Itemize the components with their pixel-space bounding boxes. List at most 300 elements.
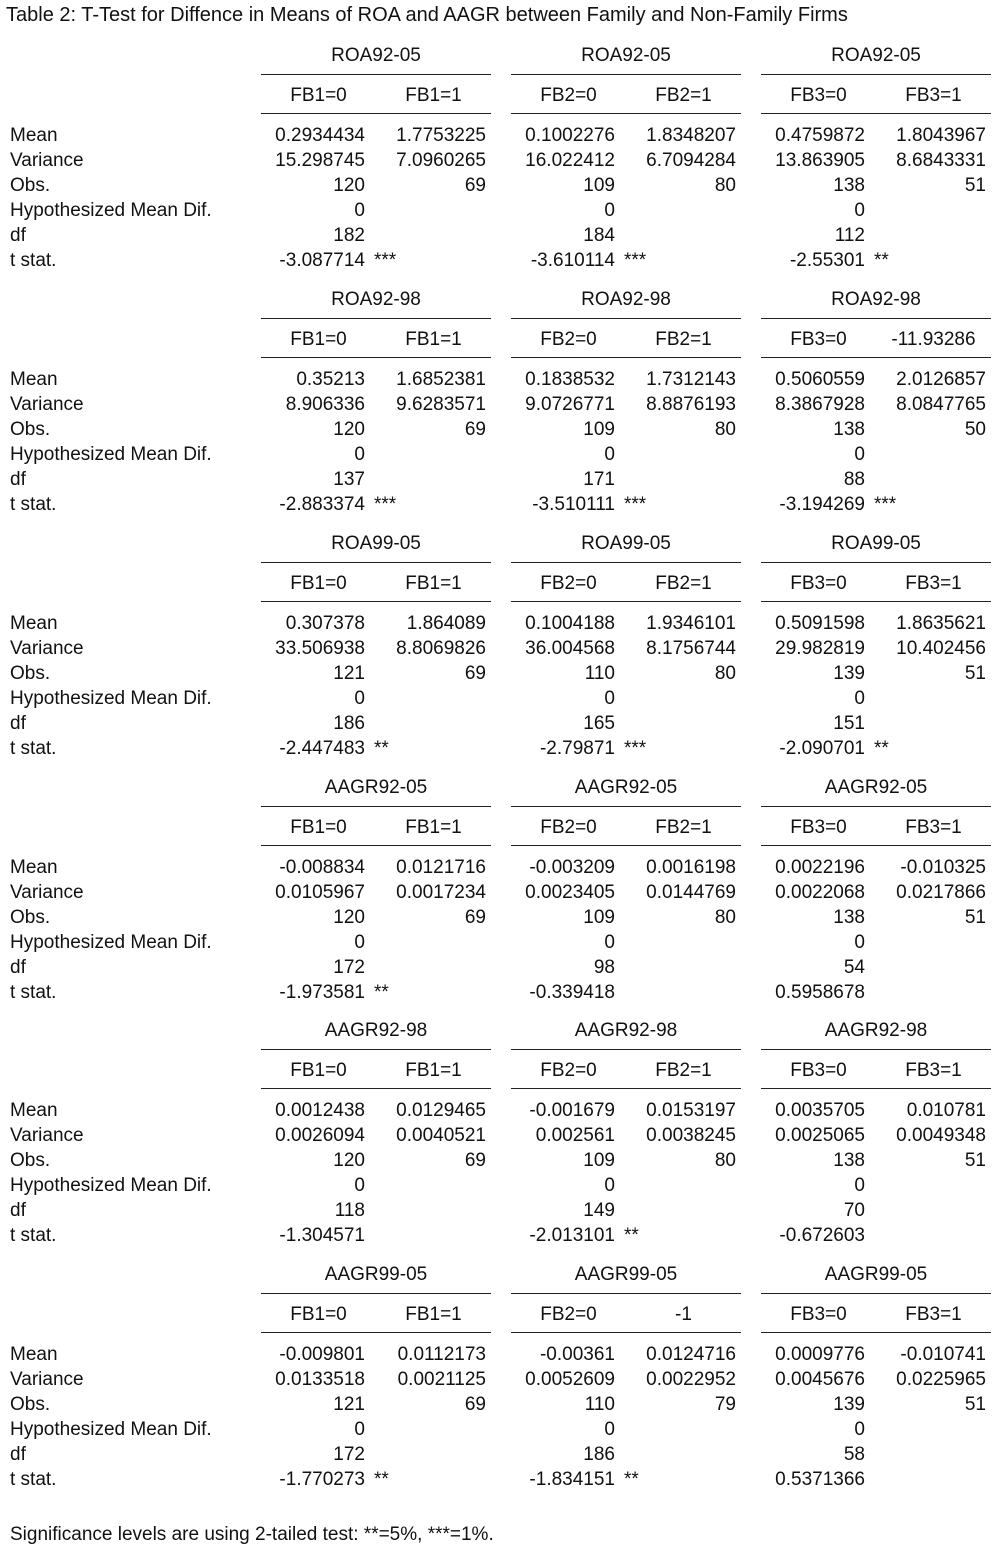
subheader-rule xyxy=(261,113,491,114)
group-header: AAGR99-05 xyxy=(574,1264,678,1285)
subheader-rule xyxy=(761,845,991,846)
subheader-rule xyxy=(511,1332,741,1333)
significance-stars: ** xyxy=(624,1225,639,1246)
cell-col1: 51 xyxy=(964,907,986,928)
cell-col1: 1.8043967 xyxy=(896,125,986,146)
subheader-rule xyxy=(261,601,491,602)
cell-col0: 151 xyxy=(833,713,865,734)
header-rule xyxy=(261,562,491,563)
cell-col0: 33.506938 xyxy=(275,638,365,659)
cell-col1: 1.864089 xyxy=(406,613,486,634)
subheader-col1: FB3=1 xyxy=(905,1304,962,1325)
subheader-col1: FB3=1 xyxy=(905,1060,962,1081)
subheader-col1: FB1=1 xyxy=(405,573,462,594)
cell-col1: 0.0049348 xyxy=(896,1125,986,1146)
cell-col0: 0 xyxy=(354,1175,365,1196)
row-label: Mean xyxy=(10,369,58,390)
header-rule xyxy=(261,1049,491,1050)
cell-col0: 137 xyxy=(333,469,365,490)
cell-col1: 0.0021125 xyxy=(397,1369,486,1390)
cell-col0: 0.5060559 xyxy=(775,369,865,390)
cell-col0: -0.008834 xyxy=(279,857,365,878)
cell-col0: 0.0009776 xyxy=(775,1344,865,1365)
cell-col0: 0 xyxy=(854,688,865,709)
row-label: df xyxy=(10,225,26,246)
group-header: ROA92-05 xyxy=(331,45,421,66)
cell-col0: 171 xyxy=(583,469,615,490)
cell-col0: 8.3867928 xyxy=(775,394,865,415)
cell-col0: 149 xyxy=(583,1200,615,1221)
cell-col0: -2.79871 xyxy=(539,738,615,759)
cell-col0: 0 xyxy=(354,932,365,953)
cell-col1: 1.6852381 xyxy=(396,369,486,390)
header-rule xyxy=(761,318,991,319)
row-label: Mean xyxy=(10,857,58,878)
subheader-rule xyxy=(261,1332,491,1333)
cell-col1: 0.0112173 xyxy=(397,1344,486,1365)
subheader-col1: FB1=1 xyxy=(405,85,462,106)
cell-col0: 138 xyxy=(833,419,865,440)
subheader-col0: FB2=0 xyxy=(540,817,597,838)
group-header: ROA92-05 xyxy=(831,45,921,66)
subheader-col1: FB2=1 xyxy=(655,817,712,838)
significance-stars: ** xyxy=(874,250,889,271)
subheader-col0: FB3=0 xyxy=(790,1304,847,1325)
significance-stars: ** xyxy=(374,982,389,1003)
header-rule xyxy=(511,74,741,75)
row-label: Obs. xyxy=(10,907,51,928)
cell-col0: 0 xyxy=(354,1419,365,1440)
cell-col0: 29.982819 xyxy=(775,638,865,659)
cell-col0: 112 xyxy=(834,225,865,246)
cell-col0: 0.5091598 xyxy=(775,613,865,634)
cell-col0: 0.5958678 xyxy=(775,982,865,1003)
subheader-col0: FB3=0 xyxy=(790,329,847,350)
subheader-col1: FB2=1 xyxy=(655,1060,712,1081)
cell-col0: 110 xyxy=(584,1394,615,1415)
cell-col0: 58 xyxy=(843,1444,865,1465)
subheader-col0: FB2=0 xyxy=(540,329,597,350)
cell-col0: 0 xyxy=(604,444,615,465)
cell-col1: 80 xyxy=(714,419,736,440)
cell-col0: -1.973581 xyxy=(279,982,365,1003)
subheader-col0: FB2=0 xyxy=(540,573,597,594)
cell-col0: 0 xyxy=(854,444,865,465)
cell-col1: 69 xyxy=(464,1394,486,1415)
cell-col1: 1.8348207 xyxy=(646,125,736,146)
row-label: df xyxy=(10,469,26,490)
cell-col1: 1.7753225 xyxy=(396,125,486,146)
cell-col0: 138 xyxy=(833,175,865,196)
cell-col0: 88 xyxy=(843,469,865,490)
cell-col1: 80 xyxy=(714,907,736,928)
cell-col0: -2.013101 xyxy=(529,1225,615,1246)
cell-col0: -0.003209 xyxy=(529,857,615,878)
group-header: AAGR92-05 xyxy=(574,777,678,798)
subheader-col1: FB2=1 xyxy=(655,85,712,106)
subheader-col1: FB3=1 xyxy=(905,85,962,106)
cell-col1: 51 xyxy=(964,1394,986,1415)
subheader-rule xyxy=(261,845,491,846)
cell-col0: -1.770273 xyxy=(279,1469,365,1490)
cell-col0: 0 xyxy=(854,932,865,953)
cell-col1: 0.0022952 xyxy=(646,1369,736,1390)
cell-col1: 0.0129465 xyxy=(396,1100,486,1121)
group-header: AAGR92-98 xyxy=(324,1020,428,1041)
cell-col0: 120 xyxy=(333,175,365,196)
cell-col1: 69 xyxy=(464,663,486,684)
row-label: Hypothesized Mean Dif. xyxy=(10,932,212,953)
cell-col0: -3.087714 xyxy=(279,250,365,271)
row-label: df xyxy=(10,957,26,978)
cell-col1: 8.0847765 xyxy=(896,394,986,415)
table-title: Table 2: T-Test for Diffence in Means of ROA and AAGR between Family and Non-Family Firms xyxy=(6,4,848,26)
cell-col0: 109 xyxy=(583,175,615,196)
subheader-col0: FB1=0 xyxy=(290,85,347,106)
cell-col0: 0.0105967 xyxy=(275,882,365,903)
cell-col1: 50 xyxy=(964,419,986,440)
subheader-rule xyxy=(261,1088,491,1089)
row-label: Mean xyxy=(10,613,58,634)
cell-col0: 0.2934434 xyxy=(275,125,365,146)
subheader-col1: -1 xyxy=(675,1304,692,1325)
cell-col0: 139 xyxy=(833,663,865,684)
subheader-rule xyxy=(761,357,991,358)
cell-col0: 0.35213 xyxy=(296,369,365,390)
cell-col1: 8.6843331 xyxy=(896,150,986,171)
row-label: Hypothesized Mean Dif. xyxy=(10,200,212,221)
subheader-col0: FB3=0 xyxy=(790,85,847,106)
row-label: df xyxy=(10,1444,26,1465)
cell-col1: 0.0016198 xyxy=(646,857,736,878)
cell-col0: 0.0023405 xyxy=(525,882,615,903)
cell-col0: 120 xyxy=(333,419,365,440)
cell-col0: 0.1838532 xyxy=(525,369,615,390)
row-label: Mean xyxy=(10,1344,58,1365)
subheader-col0: FB1=0 xyxy=(290,329,347,350)
cell-col0: -0.339418 xyxy=(529,982,615,1003)
header-rule xyxy=(261,1293,491,1294)
group-header: ROA92-98 xyxy=(581,289,671,310)
cell-col0: 0 xyxy=(354,200,365,221)
row-label: Obs. xyxy=(10,419,51,440)
cell-col0: 0.0025065 xyxy=(775,1125,865,1146)
cell-col0: 70 xyxy=(843,1200,865,1221)
subheader-rule xyxy=(761,1332,991,1333)
subheader-rule xyxy=(511,601,741,602)
cell-col1: 69 xyxy=(464,907,486,928)
cell-col0: 0 xyxy=(604,688,615,709)
subheader-col0: FB3=0 xyxy=(790,1060,847,1081)
cell-col1: 79 xyxy=(714,1394,736,1415)
table-block xyxy=(0,1264,993,1508)
significance-stars: *** xyxy=(374,250,397,271)
subheader-rule xyxy=(511,845,741,846)
header-rule xyxy=(511,562,741,563)
group-header: ROA99-05 xyxy=(831,533,921,554)
group-header: ROA99-05 xyxy=(581,533,671,554)
cell-col0: 0.1002276 xyxy=(525,125,615,146)
row-label: Obs. xyxy=(10,1150,51,1171)
cell-col0: 0.0012438 xyxy=(275,1100,365,1121)
subheader-rule xyxy=(511,113,741,114)
cell-col0: 0.1004188 xyxy=(525,613,615,634)
cell-col1: 1.9346101 xyxy=(646,613,736,634)
subheader-col0: FB2=0 xyxy=(540,1060,597,1081)
cell-col1: 1.7312143 xyxy=(646,369,736,390)
cell-col0: 0.5371366 xyxy=(775,1469,865,1490)
row-label: Hypothesized Mean Dif. xyxy=(10,688,212,709)
cell-col0: 109 xyxy=(583,907,615,928)
cell-col0: 9.0726771 xyxy=(525,394,615,415)
cell-col1: 51 xyxy=(964,1150,986,1171)
subheader-col0: FB2=0 xyxy=(540,85,597,106)
cell-col0: 118 xyxy=(334,1200,365,1221)
cell-col0: 120 xyxy=(333,907,365,928)
subheader-col0: FB1=0 xyxy=(290,817,347,838)
row-label: t stat. xyxy=(10,982,57,1003)
cell-col0: 0 xyxy=(604,1419,615,1440)
cell-col0: 0.4759872 xyxy=(775,125,865,146)
significance-stars: *** xyxy=(624,738,647,759)
cell-col0: -2.55301 xyxy=(789,250,865,271)
row-label: Variance xyxy=(10,882,84,903)
header-rule xyxy=(511,806,741,807)
row-label: Variance xyxy=(10,394,84,415)
row-label: Hypothesized Mean Dif. xyxy=(10,1175,212,1196)
row-label: Obs. xyxy=(10,663,51,684)
cell-col1: -0.010325 xyxy=(900,857,986,878)
cell-col0: 0.0133518 xyxy=(275,1369,365,1390)
cell-col0: 15.298745 xyxy=(275,150,365,171)
cell-col0: 172 xyxy=(333,1444,365,1465)
cell-col1: 2.0126857 xyxy=(896,369,986,390)
cell-col0: 109 xyxy=(583,1150,615,1171)
subheader-col0: FB3=0 xyxy=(790,573,847,594)
cell-col0: 0.0022196 xyxy=(775,857,865,878)
subheader-col1: FB1=1 xyxy=(405,1304,462,1325)
subheader-col0: FB1=0 xyxy=(290,1304,347,1325)
group-header: AAGR92-05 xyxy=(324,777,428,798)
subheader-col1: -11.93286 xyxy=(891,329,976,350)
cell-col0: 0.0035705 xyxy=(775,1100,865,1121)
subheader-col1: FB1=1 xyxy=(405,1060,462,1081)
cell-col0: -2.447483 xyxy=(279,738,365,759)
cell-col0: -0.672603 xyxy=(779,1225,865,1246)
subheader-col0: FB1=0 xyxy=(290,573,347,594)
cell-col0: 0 xyxy=(354,444,365,465)
cell-col1: 0.0225965 xyxy=(896,1369,986,1390)
cell-col0: -1.834151 xyxy=(529,1469,615,1490)
subheader-col1: FB2=1 xyxy=(655,573,712,594)
cell-col0: 0.0026094 xyxy=(275,1125,365,1146)
row-label: t stat. xyxy=(10,1225,57,1246)
row-label: Obs. xyxy=(10,1394,51,1415)
cell-col1: 69 xyxy=(464,419,486,440)
cell-col0: -2.883374 xyxy=(279,494,365,515)
cell-col1: 7.0960265 xyxy=(396,150,486,171)
cell-col0: 186 xyxy=(333,713,365,734)
row-label: Variance xyxy=(10,1369,84,1390)
cell-col0: 110 xyxy=(584,663,615,684)
cell-col1: 9.6283571 xyxy=(396,394,486,415)
cell-col0: 139 xyxy=(833,1394,865,1415)
cell-col0: 138 xyxy=(833,907,865,928)
group-header: AAGR99-05 xyxy=(324,1264,428,1285)
cell-col0: 138 xyxy=(833,1150,865,1171)
cell-col0: 0 xyxy=(604,1175,615,1196)
cell-col1: 8.8069826 xyxy=(396,638,486,659)
cell-col0: 13.863905 xyxy=(775,150,865,171)
cell-col0: -3.510111 xyxy=(532,494,615,515)
header-rule xyxy=(761,1293,991,1294)
cell-col1: 6.7094284 xyxy=(646,150,736,171)
significance-stars: *** xyxy=(624,250,647,271)
cell-col1: 0.0038245 xyxy=(646,1125,736,1146)
cell-col0: 165 xyxy=(583,713,615,734)
row-label: Hypothesized Mean Dif. xyxy=(10,1419,212,1440)
header-rule xyxy=(761,806,991,807)
subheader-col0: FB1=0 xyxy=(290,1060,347,1081)
subheader-col1: FB1=1 xyxy=(405,329,462,350)
subheader-col1: FB3=1 xyxy=(905,817,962,838)
cell-col1: 80 xyxy=(714,663,736,684)
row-label: Variance xyxy=(10,1125,84,1146)
header-rule xyxy=(261,318,491,319)
cell-col0: 0.0022068 xyxy=(775,882,865,903)
cell-col0: 36.004568 xyxy=(525,638,615,659)
cell-col0: 0.0045676 xyxy=(775,1369,865,1390)
cell-col0: 0 xyxy=(354,688,365,709)
row-label: Variance xyxy=(10,638,84,659)
row-label: Obs. xyxy=(10,175,51,196)
subheader-rule xyxy=(761,601,991,602)
significance-stars: ** xyxy=(874,738,889,759)
cell-col0: 186 xyxy=(583,1444,615,1465)
cell-col1: 80 xyxy=(714,175,736,196)
cell-col0: 98 xyxy=(593,957,615,978)
header-rule xyxy=(761,1049,991,1050)
subheader-col1: FB2=1 xyxy=(655,329,712,350)
cell-col0: 121 xyxy=(333,663,365,684)
cell-col0: 172 xyxy=(333,957,365,978)
group-header: ROA92-98 xyxy=(831,289,921,310)
subheader-col0: FB3=0 xyxy=(790,817,847,838)
cell-col1: 69 xyxy=(464,175,486,196)
significance-stars: *** xyxy=(374,494,397,515)
table-block xyxy=(0,533,993,777)
row-label: Hypothesized Mean Dif. xyxy=(10,444,212,465)
cell-col1: 0.0040521 xyxy=(396,1125,486,1146)
cell-col0: 0.307378 xyxy=(285,613,365,634)
header-rule xyxy=(511,1049,741,1050)
cell-col0: -1.304571 xyxy=(279,1225,365,1246)
significance-note: Significance levels are using 2-tailed test: **=5%, ***=1%. xyxy=(10,1524,494,1545)
cell-col1: 51 xyxy=(964,663,986,684)
subheader-col1: FB1=1 xyxy=(405,817,462,838)
cell-col0: 54 xyxy=(843,957,865,978)
significance-stars: ** xyxy=(374,738,389,759)
header-rule xyxy=(511,318,741,319)
cell-col1: 8.1756744 xyxy=(646,638,736,659)
header-rule xyxy=(261,74,491,75)
subheader-rule xyxy=(761,1088,991,1089)
row-label: Mean xyxy=(10,125,58,146)
subheader-col1: FB3=1 xyxy=(905,573,962,594)
row-label: t stat. xyxy=(10,250,57,271)
cell-col0: 0.0052609 xyxy=(525,1369,615,1390)
cell-col0: -3.194269 xyxy=(779,494,865,515)
significance-stars: *** xyxy=(874,494,897,515)
cell-col0: -3.610114 xyxy=(530,250,615,271)
cell-col0: 0 xyxy=(604,932,615,953)
cell-col1: 0.0144769 xyxy=(646,882,736,903)
cell-col1: 8.8876193 xyxy=(646,394,736,415)
significance-stars: ** xyxy=(624,1469,639,1490)
header-rule xyxy=(511,1293,741,1294)
cell-col0: -0.00361 xyxy=(539,1344,615,1365)
cell-col0: 182 xyxy=(333,225,365,246)
cell-col1: 0.0124716 xyxy=(646,1344,736,1365)
cell-col0: 0 xyxy=(854,1175,865,1196)
table-block xyxy=(0,45,993,289)
significance-stars: *** xyxy=(624,494,647,515)
cell-col0: 109 xyxy=(583,419,615,440)
table-block xyxy=(0,777,993,1021)
row-label: t stat. xyxy=(10,494,57,515)
subheader-rule xyxy=(511,1088,741,1089)
subheader-col0: FB2=0 xyxy=(540,1304,597,1325)
cell-col0: 184 xyxy=(583,225,615,246)
subheader-rule xyxy=(511,357,741,358)
table-block xyxy=(0,1020,993,1264)
cell-col0: 0 xyxy=(854,1419,865,1440)
group-header: ROA92-05 xyxy=(581,45,671,66)
cell-col1: 0.0153197 xyxy=(646,1100,736,1121)
subheader-rule xyxy=(761,113,991,114)
cell-col1: 0.0121716 xyxy=(396,857,486,878)
cell-col1: 69 xyxy=(464,1150,486,1171)
group-header: AAGR99-05 xyxy=(824,1264,928,1285)
cell-col0: 121 xyxy=(333,1394,365,1415)
cell-col1: 0.0017234 xyxy=(396,882,486,903)
cell-col0: 0.002561 xyxy=(535,1125,615,1146)
row-label: Mean xyxy=(10,1100,58,1121)
header-rule xyxy=(261,806,491,807)
cell-col0: 0 xyxy=(854,200,865,221)
cell-col0: 8.906336 xyxy=(285,394,365,415)
row-label: t stat. xyxy=(10,738,57,759)
cell-col0: 16.022412 xyxy=(525,150,615,171)
table-block xyxy=(0,289,993,533)
group-header: AAGR92-98 xyxy=(574,1020,678,1041)
subheader-rule xyxy=(261,357,491,358)
cell-col1: 80 xyxy=(714,1150,736,1171)
cell-col0: -2.090701 xyxy=(779,738,865,759)
row-label: t stat. xyxy=(10,1469,57,1490)
row-label: Variance xyxy=(10,150,84,171)
significance-stars: ** xyxy=(374,1469,389,1490)
cell-col1: 0.010781 xyxy=(906,1100,986,1121)
cell-col0: 0 xyxy=(604,200,615,221)
row-label: df xyxy=(10,713,26,734)
cell-col0: -0.009801 xyxy=(279,1344,365,1365)
cell-col0: -0.001679 xyxy=(529,1100,615,1121)
cell-col1: 0.0217866 xyxy=(896,882,986,903)
group-header: AAGR92-98 xyxy=(824,1020,928,1041)
cell-col1: 10.402456 xyxy=(896,638,986,659)
group-header: AAGR92-05 xyxy=(824,777,928,798)
